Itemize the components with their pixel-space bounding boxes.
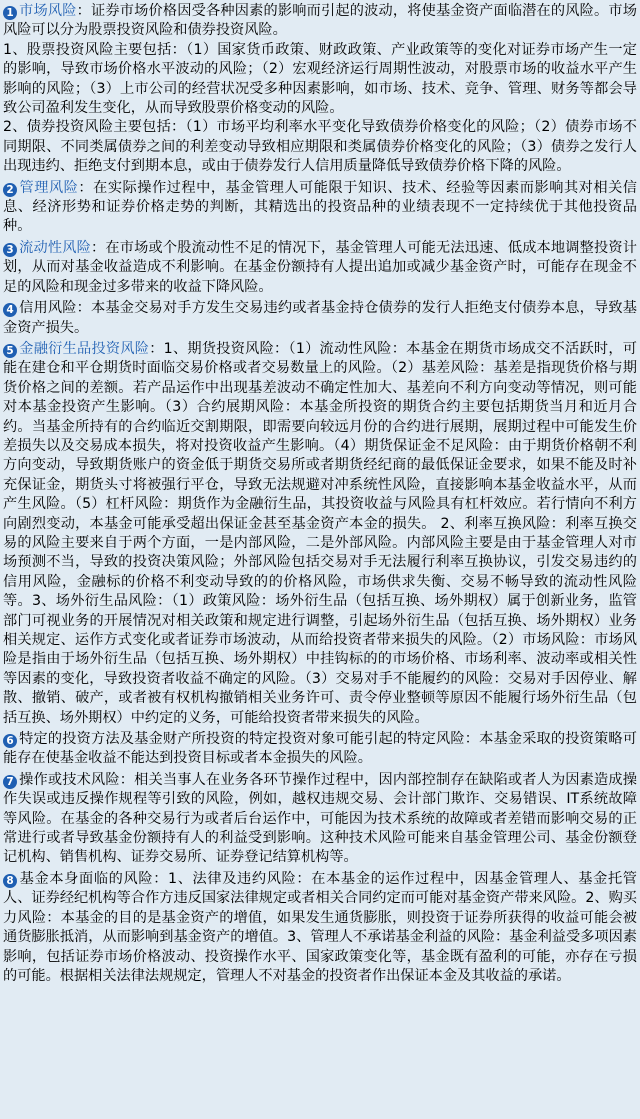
section-title: 操作或技术风险: [19, 771, 120, 788]
section-2: [3, 179, 637, 237]
section-4: [3, 299, 637, 338]
section-6: [3, 730, 637, 769]
section-title: 流动性风险: [19, 239, 92, 256]
section-intro: ：证券市场价格因受各种因素的影响而引起的波动，将使基金资产面临潜在的风险。市场风险可以分为股票投资风险和债券投资风险。: [3, 3, 637, 39]
section-intro: ：本基金交易对手方发生交易违约或者基金持仓债券的发行人拒绝支付债券本息，导致基金资产损失。: [3, 300, 637, 336]
number-badge-icon: 3: [3, 243, 17, 257]
number-badge-icon: 8: [3, 874, 17, 888]
section-title: 市场风险: [19, 3, 77, 19]
section-intro: ：1、法律及违约风险：在本基金的运作过程中，因基金管理人、基金托管人、证券经纪机构等合作方违反国家法律规定或者相关合同约定而可能对基金资产带来风险。2、购买力风险：本基金的目的是基金资产的增值，如果发生通货膨胀，则投资于证券所获得的收益可能会被通货膨胀抵消，从而影响到基金资产的增值。3、管理人不承诺基金利益的风险：基金利益受多项因素影响，包括证券市场价格波动、投资操作水平、国家政策变化等，基金既有盈利的可能，亦存在亏损的可能。根据相关法律法规规定，管理人不对基金的投资者作出保证本金及其收益的承诺。: [3, 870, 637, 984]
section-paragraph: 1、股票投资风险主要包括：（1）国家货币政策、财政政策、产业政策等的变化对证券市场产生一定的影响，导致市场价格水平波动的风险；（2）宏观经济运行周期性波动，对股票市场的收益水平产生影响的风险；（3）上市公司的经营状况受多种因素影响，如市场、技术、竞争、管理、财务等都会导致公司盈利发生变化，从而导致股票价格变动的风险。: [3, 41, 637, 117]
section-title: 基金本身面临的风险: [19, 870, 154, 887]
section-5: [3, 340, 637, 728]
section-title: 管理风险: [19, 179, 79, 196]
section-paragraph: 2、债券投资风险主要包括：（1）市场平均利率水平变化导致债券价格变化的风险；（2）债券市场不同期限、不同类属债券之间的利差变动导致相应期限和类属债券价格变化的风险；（3）债券之发行人出现违约、拒绝支付到期本息，或由于债券发行人信用质量降低导致债券价格下降的风险。: [3, 119, 637, 175]
section-1: [3, 2, 637, 41]
section-title: 特定的投资方法及基金财产所投资的特定投资对象可能引起的特定风险: [19, 731, 465, 748]
number-badge-icon: 4: [3, 303, 17, 317]
section-8: [3, 870, 637, 986]
number-badge-icon: 6: [3, 734, 17, 748]
section-7: [3, 771, 637, 868]
number-badge-icon: 5: [3, 344, 17, 358]
section-intro: ：相关当事人在业务各环节操作过程中，因内部控制存在缺陷或者人为因素造成操作失误或违反操作规程等引致的风险，例如，越权违规交易、会计部门欺诈、交易错误、IT系统故障等风险。在基金的各种交易行为或者后台运作中，可能因为技术系统的故障或者差错而影响交易的正常进行或者导致基金份额持有人的利益受到影响。这种技术风险可能来自基金管理公司、基金份额登记机构、销售机构、证券交易所、证券登记结算机构等。: [3, 771, 637, 866]
section-3: [3, 239, 637, 297]
section-intro: ：在市场或个股流动性不足的情况下，基金管理人可能无法迅速、低成本地调整投资计划，从而对基金收益造成不利影响。在基金份额持有人提出追加或减少基金资产时，可能存在现金不足的风险和现金过多带来的收益下降风险。: [3, 239, 637, 295]
section-intro: ：在实际操作过程中，基金管理人可能限于知识、技术、经验等因素而影响其对相关信息、经济形势和证券价格走势的判断，其精选出的投资品种的业绩表现不一定持续优于其他投资品种。: [3, 179, 637, 235]
section-title: 信用风险: [19, 300, 77, 317]
number-badge-icon: 2: [3, 183, 17, 197]
number-badge-icon: 7: [3, 775, 17, 789]
section-title: 金融衍生品投资风险: [19, 340, 150, 357]
section-intro: ：1、期货投资风险：（1）流动性风险：本基金在期货市场成交不活跃时，可能在建仓和平仓期货时面临交易价格或者交易数量上的风险。（2）基差风险：基差是指现货价格与期货价格之间的差额。若产品运作中出现基差波动不确定性加大、基差向不利方向变动等情况，则可能对本基金投资产生影响。（3）合约展期风险：本基金所投资的期货合约主要包括期货当月和近月合约。当基金所持有的合约临近交割期限，即需要向较远月份的合约进行展期，展期过程中可能发生价差损失以及交易成本损失，将对投资收益产生影响。（4）期货保证金不足风险：由于期货价格朝不利方向变动，导致期货账户的资金低于期货交易所或者期货经纪商的最低保证金要求，如果不能及时补充保证金，期货头寸将被强行平仓，导致无法规避对冲系统性风险，直接影响本基金收益水平，从而产生风险。（5）杠杆风险：期货作为金融衍生品，其投资收益与风险具有杠杆效应。若行情向不利方向剧烈变动，本基金可能承受超出保证金甚至基金资产本金的损失。 2、利率互换风险：利率互换交易的风险主要来自于两个方面，一是内部风险，二是外部风险。内部风险主要是由于基金管理人对市场预测不当，导致的投资决策风险；外部风险包括交易对手无法履行利率互换协议，引发交易违约的信用风险，金融标的价格不利变动导致的的价格风险，市场供求失衡、交易不畅导致的流动性风险等。3、场外衍生品风险：（1）政策风险：场外衍生品（包括互换、场外期权）属于创新业务，监管部门可视业务的开展情况对相关政策和规定进行调整，引起场外衍生品（包括互换、场外期权）业务相关规定、运作方式变化或者证券市场波动，从而给投资者带来损失的风险。（2）市场风险：市场风险是指由于场外衍生品（包括互换、场外期权）中挂钩标的的市场价格、市场利率、波动率或相关性等因素的变化，导致投资者收益不确定的风险。（3）交易对手不能履约的风险：交易对手因停业、解散、撤销、破产，或者被有权机构撤销相关业务许可、责令停业整顿等原因不能履行场外衍生品（包括互换、场外期权）中约定的义务，可能给投资者带来损失的风险。: [3, 340, 637, 726]
section-intro: ：本基金采取的投资策略可能存在使基金收益不能达到投资目标或者本金损失的风险。: [3, 731, 637, 767]
number-badge-icon: 1: [3, 6, 17, 20]
